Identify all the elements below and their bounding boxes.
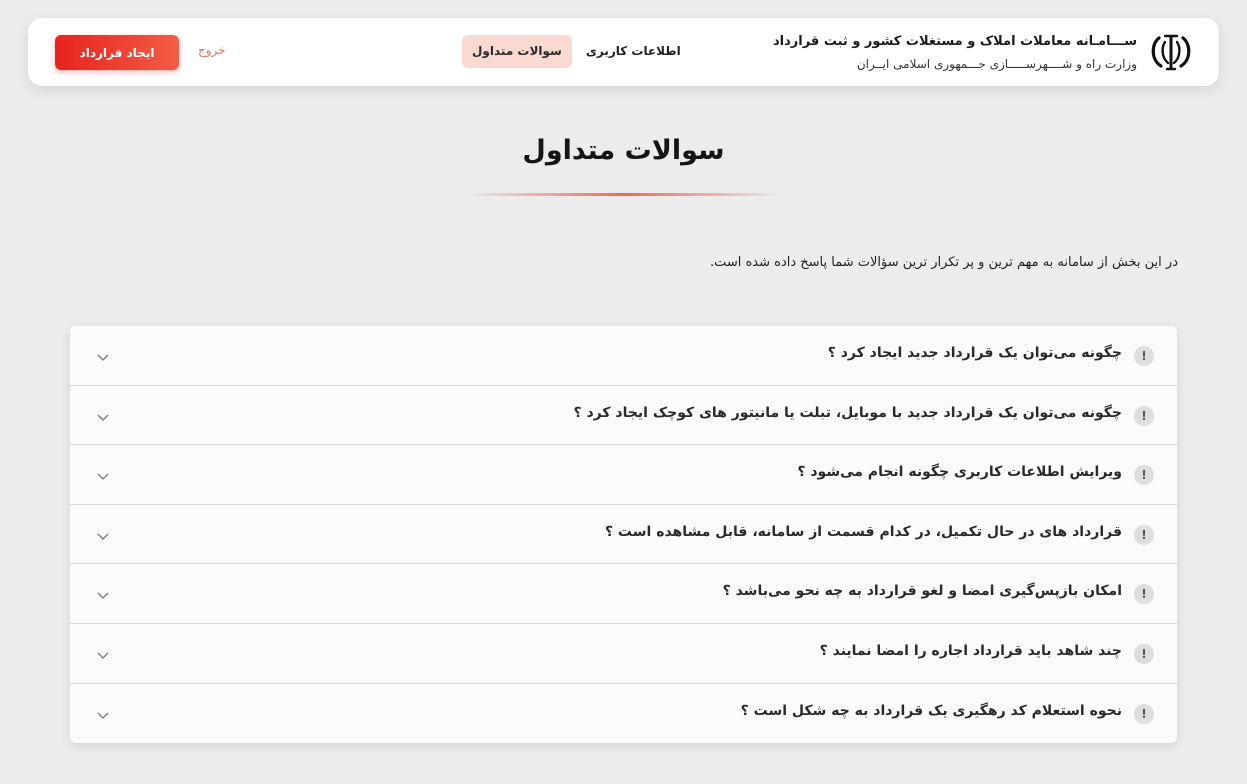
info-badge-icon: ! [1134, 465, 1154, 485]
iran-emblem-icon [1149, 32, 1193, 72]
title-underline [463, 193, 785, 196]
faq-item[interactable] [70, 564, 1177, 624]
faq-question: چند شاهد باید قرارداد اجاره را امضا نمایند ؟ [819, 642, 1122, 659]
chevron-down-icon[interactable] [96, 409, 110, 423]
info-badge-icon: ! [1134, 406, 1154, 426]
chevron-down-icon[interactable] [96, 528, 110, 542]
create-contract-button[interactable]: ایجاد قرارداد [55, 35, 179, 70]
info-badge-icon: ! [1134, 525, 1154, 545]
brand-title: ســـامـانه معاملات املاک و مستغلات کشور و ثبت قرارداد [772, 34, 1137, 49]
top-header [28, 18, 1219, 86]
brand-subtitle: وزارت راه و شــــهرســـــازی جـــمهوری اسلامی ایــران [856, 57, 1137, 71]
chevron-down-icon[interactable] [96, 349, 110, 363]
faq-question: امکان بازپس‌گیری امضا و لغو قرارداد به چه نحو می‌باشد ؟ [722, 583, 1122, 600]
info-badge-icon: ! [1134, 584, 1154, 604]
info-badge-icon: ! [1134, 704, 1154, 724]
faq-question: ویرایش اطلاعات کاربری چگونه انجام می‌شود ؟ [797, 464, 1122, 481]
faq-item[interactable] [70, 445, 1177, 505]
nav-item-user-info[interactable]: اطلاعات کاربری [585, 44, 681, 58]
intro-text: در این بخش از سامانه به مهم ترین و پر تکرار ترین سؤالات شما پاسخ داده شده است. [709, 255, 1178, 270]
faq-item[interactable] [70, 624, 1177, 684]
page-title: سوالات متداول [522, 135, 725, 166]
brand-block [773, 33, 1137, 73]
chevron-down-icon[interactable] [96, 647, 110, 661]
faq-item[interactable] [70, 684, 1177, 744]
info-badge-icon: ! [1134, 346, 1154, 366]
faq-question: چگونه می‌توان یک قرارداد جدید با موبایل، تبلت یا مانیتور های کوچک ایجاد کرد ؟ [573, 404, 1122, 421]
faq-question: چگونه می‌توان یک قرارداد جدید ایجاد کرد ؟ [827, 345, 1122, 361]
faq-item[interactable] [70, 386, 1177, 446]
nav-item-faq[interactable]: سوالات متداول [462, 35, 572, 68]
faq-item[interactable] [70, 326, 1177, 386]
info-badge-icon: ! [1134, 644, 1154, 664]
chevron-down-icon[interactable] [96, 468, 110, 482]
faq-question: قرارداد های در حال تکمیل، در کدام قسمت از سامانه، قابل مشاهده است ؟ [604, 523, 1122, 540]
faq-accordion [70, 326, 1177, 743]
faq-item[interactable] [70, 505, 1177, 565]
main-nav [462, 35, 691, 68]
faq-question: نحوه استعلام کد رهگیری یک قرارداد به چه شکل است ؟ [740, 702, 1122, 719]
chevron-down-icon[interactable] [96, 707, 110, 721]
chevron-down-icon[interactable] [96, 587, 110, 601]
logout-link[interactable]: خروج [198, 43, 226, 57]
